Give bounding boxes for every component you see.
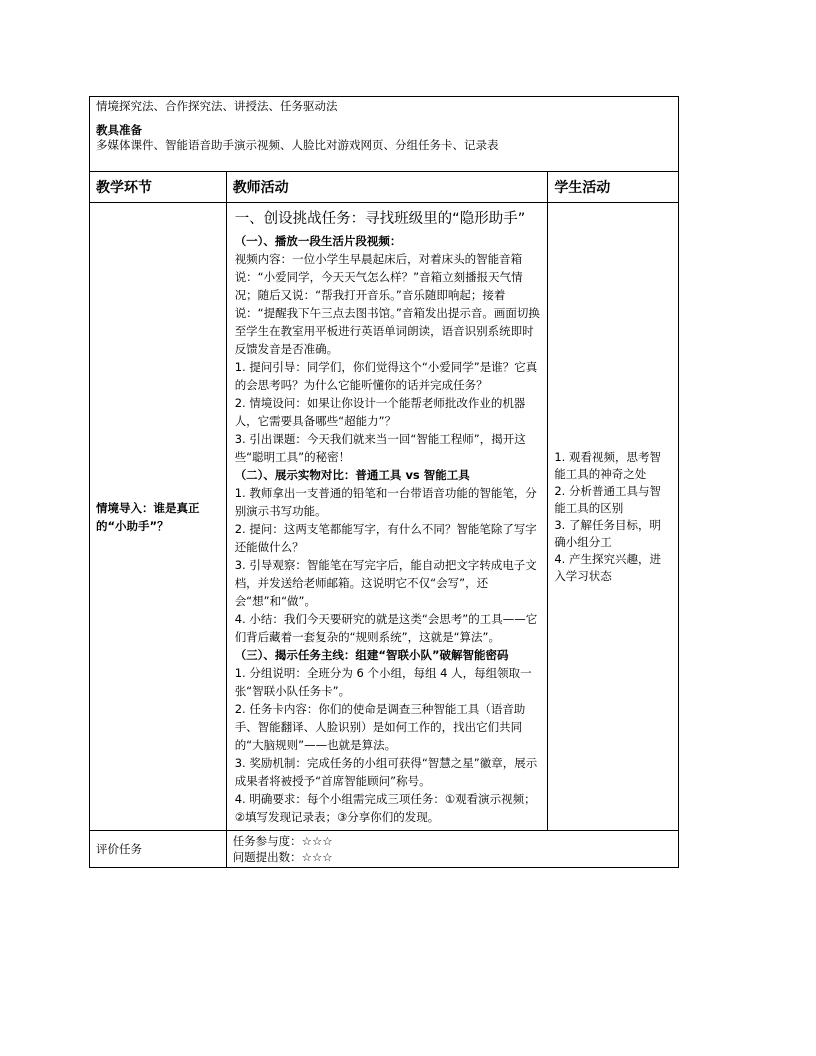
lesson-plan-table [89,96,679,868]
teacher-activity-cell [226,203,548,831]
evaluation-line: 问题提出数：☆☆☆ [232,850,333,864]
teacher-title: 一、创设挑战任务：寻找班级里的“隐形助手” [234,211,526,227]
student-item: 1. 观看视频，思考智能工具的神奇之处 [554,449,661,481]
section-item: 3. 奖励机制：完成任务的小组可获得“智慧之星”徽章，展示成果者将被授予“首席智能顾问”称号。 [234,756,538,788]
lesson-plan-page [89,96,679,868]
section-heading: （一）、播放一段生活片段视频： [234,234,402,248]
section-item: 3. 引出课题：今天我们就来当一回“智能工程师”，揭开这些“聪明工具”的秘密！ [234,432,526,464]
section-item: 2. 情境设问：如果让你设计一个能帮老师批改作业的机器人，它需要具备哪些“超能力”？ [234,396,526,428]
section-item: 1. 教师拿出一支普通的铅笔和一台带语音功能的智能笔，分别演示书写功能。 [234,486,537,518]
student-item: 4. 产生探究兴趣，进入学习状态 [554,551,661,583]
section-item: 2. 任务卡内容：你们的使命是调查三种智能工具（语音助手、智能翻译、人脸识别）是如何工作的，找出它们共同的“大脑规则”——也就是算法。 [234,702,526,752]
tools-heading: 教具准备 [96,122,142,137]
evaluation-cell [226,831,678,868]
main-row [90,203,679,831]
section-item: 3. 引导观察：智能笔在写完字后，能自动把文字转成电子文档，并发送给老师邮箱。这说明它不仅“会写”，还会“想”和“做”。 [234,558,537,608]
teaching-tools: 多媒体课件、智能语音助手演示视频、人脸比对游戏网页、分组任务卡、记录表 [96,138,499,152]
top-row [90,97,679,172]
header-teacher: 教师活动 [226,172,548,203]
evaluation-line: 任务参与度：☆☆☆ [232,834,333,848]
section-item: 视频内容：一位小学生早晨起床后，对着床头的智能音箱说：“小爱同学，今天天气怎么样？”音箱立刻播报天气情况；随后又说：“帮我打开音乐。”音乐随即响起；接着说：“提醒我下午三点去图书馆。”音箱发出提示音。画面切换至学生在教室用平板进行英语单词朗读，语音识别系统即时反馈发音是否准确。 [234,252,540,356]
evaluation-row [90,831,679,868]
header-row [90,172,679,203]
evaluation-label: 评价任务 [90,831,227,868]
section-item: 4. 明确要求：每个小组需完成三项任务：①观看演示视频；②填写发现记录表；③分享你们的发现。 [234,792,536,824]
header-phase: 教学环节 [90,172,227,203]
student-item: 3. 了解任务目标，明确小组分工 [554,517,661,549]
section-heading: （二）、展示实物对比：普通工具 vs 智能工具 [234,468,470,482]
student-activity-cell [548,203,679,831]
section-item: 4. 小结：我们今天要研究的就是这类“会思考”的工具——它们背后藏着一套复杂的“规则系统”，这就是“算法”。 [234,612,538,644]
teaching-methods: 情境探究法、合作探究法、讲授法、任务驱动法 [96,99,338,113]
section-item: 2. 提问：这两支笔都能写字，有什么不同？智能笔除了写字还能做什么？ [234,522,537,554]
student-item: 2. 分析普通工具与智能工具的区别 [554,483,661,515]
phase-cell: 情境导入：谁是真正的“小助手”？ [90,203,227,831]
section-item: 1. 提问引导：同学们，你们觉得这个“小爱同学”是谁？它真的会思考吗？为什么它能听懂你的话并完成任务？ [234,360,538,392]
section-item: 1. 分组说明：全班分为 6 个小组，每组 4 人，每组领取一张“智联小队任务卡”。 [234,666,532,698]
header-student: 学生活动 [548,172,679,203]
methods-cell [90,97,679,172]
section-heading: （三）、揭示任务主线：组建“智联小队”破解智能密码 [234,648,509,662]
